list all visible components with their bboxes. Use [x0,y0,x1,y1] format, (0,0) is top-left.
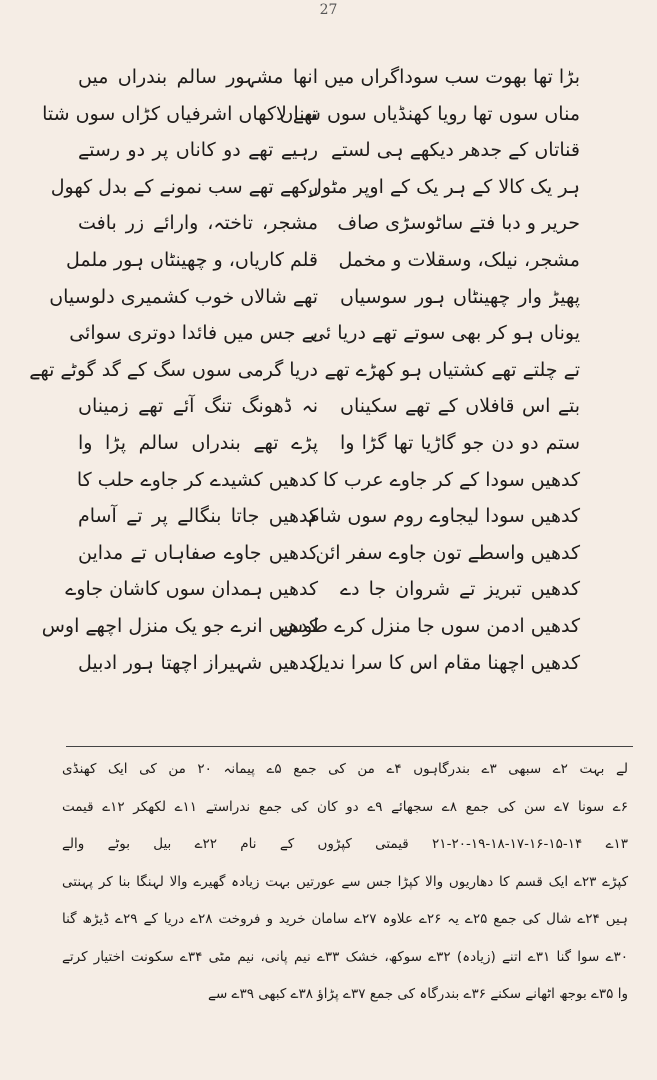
verse-line: کدھیں جاوے صفاہاں تے مداین [78,541,318,564]
verse-line: کدھیں انرے جو یک منزل اچھے اوس [41,614,318,637]
verse-line: ہر یک کالا کے ہر یک کے اوپر مٹول [308,175,580,198]
footnote-line: کپڑے ۲۳ے ایک قسم کا دھاریوں والا کپڑا جس سے عورتیں بہت زیادہ گھیرے والا لہنگا بنا کر پہنتی [62,873,628,890]
verse-line: بتے اس قافلاں کے تھے سکیناں [340,395,580,418]
verse-line: کدھیں اچھنا مقام اس کا سرا ندیل [309,651,580,674]
verse-line: رکھے تھے سب نمونے کے بدل کھول [50,175,318,198]
poem-right-column [279,66,580,736]
footnotes [62,760,628,1023]
verse-line: رہیے تھے دو کاناں پر دو رستے [78,139,318,162]
verse-line: قلم کاریاں، و چھینٹاں ہور ململ [66,248,318,271]
verse-line: یوناں ہو کر بھی سوتے تھے دریا ئی [310,322,580,345]
footnote-line: ۳۰ے سوا گنا ۳۱ے اتنے (زیادہ) ۳۲ے سوکھ، خشک ۳۳ے نیم پانی، نیم مٹی ۳۴ے سکونت اختیار کرتے [62,948,629,965]
verse-line: کدھیں کشیدے کر جاوے حلب کا [76,468,318,491]
footnote-line: ہیں ۲۴ے شال کی جمع ۲۵ے یہ ۲۶ے علاوہ ۲۷ے سامان خرید و فروخت ۲۸ے دریا کے ۲۹ے ڈیڑھ گنا [62,911,628,927]
verse-line: مشجر، نیلک، وسقلات و مخمل [338,248,580,271]
verse-line: مناں سوں تھا رویا کھنڈیاں سوں سناں [279,102,580,125]
verse-line: کدھیں سودا کے کر جاوے عرب کا [322,468,580,491]
verse-line: حریر و دبا فتے ساٹوسڑی صاف [337,212,580,235]
verse-line: تھے شالاں خوب کشمیری دلوسیاں [49,285,318,308]
verse-line: دریا گرمی سوں سگ کے گد گوٹے تھے [29,358,318,381]
verse-line: ستم دو دن جو گاڑیا تھا گڑا وا [340,431,580,454]
verse-line: بڑا تھا بھوت سب سوداگراں میں [323,66,580,88]
verse-line: انھا مشہور سالم بندراں میں [78,66,318,88]
verse-line: کدھیں سودا لیجاوے روم سوں شام [307,505,580,528]
footnote-line: ۶ے سونا ۷ے سن کی جمع ۸ے سجھائے ۹ے دو کان کی جمع ندراستے ۱۱ے لکھکر ۱۲ے قیمت [62,798,628,815]
verse-line: کدھیں جاتا بنگالے پر تے آسام [78,505,318,528]
footnote-line: ۱۳ے ۱۴-۱۵-۱۶-۱۷-۱۸-۱۹-۲۰-۲۱ قیمتی کپڑوں کے نام ۲۲ے بیل بوٹے والے [62,836,629,852]
footnote-divider [66,746,633,747]
verse-line: کدھیں ادمن سوں جا منزل کرے طوس [279,614,580,637]
footnote-line: وا ۳۵ے بوجھ اٹھانے سکنے ۳۶ے بندرگاہ کی جمع ۳۷ے پڑاؤ ۳۸ے کبھی ۳۹ے سے [208,986,628,1002]
page-number: 27 [319,2,338,18]
verse-line: کدھیں ہمدان سوں کاشان جاوے [65,578,318,601]
verse-line: بے جس میں فائدا دوتری سوائی [69,322,318,345]
verse-line: قناتاں کے جدھر دیکھے ہی لستے [331,139,580,162]
poem-body [29,66,580,736]
verse-line: مشجر، تاختہ، وارائے زر بافت [78,212,318,235]
verse-line: کدھیں واسطے تون جاوے سفر ائن [315,541,580,564]
verse-line: کدھیں شہیراز اچھتا ہور ادبیل [78,651,318,674]
verse-line: تھے لاکھاں اشرفیاں کڑاں سوں شتا [42,102,318,125]
verse-line: پڑے تھے بندراں سالم پڑا وا [78,431,318,454]
verse-line: کدھیں تبریز تے شروان جا دے [340,578,580,601]
verse-line: تے چلتے تھے کشتیاں ہو کھڑے تھے [324,358,580,381]
verse-line: پھیڑ وار چھینٹاں ہور سوسیاں [340,285,580,308]
footnote-line: لے بہت ۲ے سبھی ۳ے بندرگاہوں ۴ے من کی جمع ۵ے پیمانہ ۲۰ من کی ایک کھنڈی [62,761,628,777]
verse-line: نہ ڈھونگ تنگ آئے تھے زمیناں [78,395,318,418]
